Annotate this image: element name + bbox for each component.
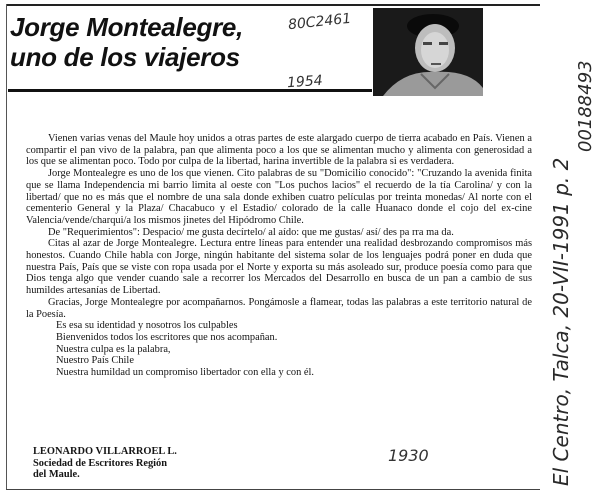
headline-rule [8, 89, 372, 92]
frame-left-border [6, 4, 7, 490]
verse-line: Es esa su identidad y nosotros los culpables [56, 320, 238, 332]
paragraph: De "Requerimientos": Despacio/ me gusta decírtelo/ al aído: que me gustas/ así/ des pa rra ma da. [48, 226, 454, 238]
handwritten-archive-code: 00188493 [575, 60, 596, 152]
verse-line: Nuestra humildad un compromiso libertador con ella y con él. [56, 367, 314, 379]
handwritten-year: 1954 [286, 72, 324, 92]
paragraph: Vienen varias venas del Maule hoy unidos a otras partes de este alargado cuerpo de tierra acabado en País. Vienen a compartir el pan vivo de la palabra, pan que alimenta poco a los que se alimentan mucho y alimenta con generosidad a los que se alimentan poco. Todo por culpa de la libertad, harina invertible de la palabra si es verdadera. [26, 133, 532, 168]
author-photo [373, 8, 483, 96]
signature-org-line-2: del Maule. [33, 469, 80, 481]
signature-org-line-1: Sociedad de Escritores Región [33, 457, 168, 469]
verse-block [26, 320, 532, 379]
article-body [26, 133, 532, 379]
headline-line-1: Jorge Montealegre, [10, 12, 243, 42]
signature [33, 446, 177, 481]
paragraph: Gracias, Jorge Montealegre por acompañarnos. Pongámosle a flamear, todas las palabras a este territorio natural de la Poesía. [26, 296, 532, 320]
frame-bottom-border [6, 489, 540, 490]
verse-line: Nuestra culpa es la palabra, [56, 343, 171, 355]
headline [10, 12, 270, 72]
headline-line-2: uno de los viajeros [10, 42, 240, 72]
handwritten-reference-code: 80C2461 [287, 10, 352, 34]
paragraph: Jorge Montealegre es uno de los que vienen. Cito palabras de su "Domicilio conocido": "Cruzando la avenida finita que se llama Independencia mi barrio limita al oeste con "Los puchos lacios" el recuerdo de la tía Carolina/ y con la libertad/ que no es más que el nombre de una sala donde exhiben cuatro películas por treinta monedas/ Al norte con el cementerio General y la Plaza/ Chacabuco y el Estadio/ colorado de la calle Huanaco donde el cojo del ex-cine Valencia/vende/charqui/a los mismos jinetes del Hipódromo Chile. [26, 168, 532, 226]
signature-name: LEONARDO VILLARROEL L. [33, 446, 177, 457]
handwritten-source-note: El Centro, Talca, 20-VII-1991 p. 2 [549, 157, 573, 486]
paragraph: Citas al azar de Jorge Montealegre. Lectura entre líneas para entender una realidad desbrozando compromisos más honestos. Cuando Chile habla con Jorge, ningún habitante del sistema solar de los lenguajes podrá poner en duda que nuestra País, País que se viste con ropa usada por el Norte y exporta su más asoleado sur, produce poesía como para que Dios tenga algo que vender cuando sale a recorrer los Mercados del Desarrollo en busca de un pan a cambio de sus humildes artesanías de Libertad. [26, 238, 532, 297]
verse-line: Nuestro País Chile [56, 355, 134, 367]
handwritten-birth-year: 1930 [388, 446, 429, 465]
verse-line: Bienvenidos todos los escritores que nos acompañan. [56, 331, 278, 343]
frame-top-border [6, 4, 540, 6]
